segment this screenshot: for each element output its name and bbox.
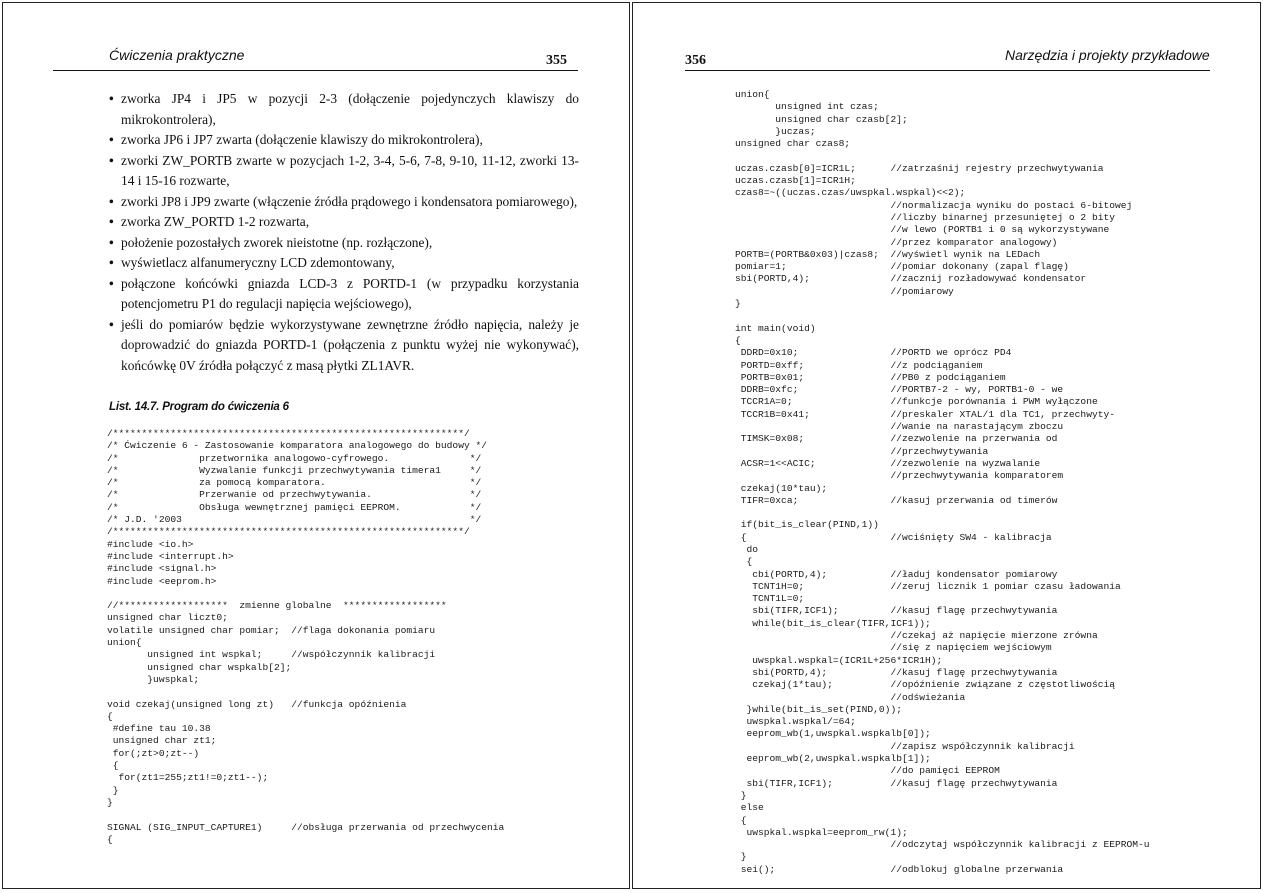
bullet-list [109,89,579,376]
right-page [632,2,1261,889]
code-listing-right: union{ unsigned int czas; unsigned char czasb[2]; }uczas; unsigned char czas8; uczas.czasb[0]=ICR1L; //zatrzaśnij rejestry przechwytywania uczas.czasb[1]=ICR1H; czas8=~((uczas.czas/uwspkal.wspkal)<<2); //normalizacja wyniku do postaci 6-bitowej //liczby binarnej przesuniętej o 2 bity //w lewo (PORTB1 i 0 są wykorzystywane //przez komparator analogowy) PORTB=(PORTB&0x03)|czas8; //wyświetl wynik na LEDach pomiar=1; //pomiar dokonany (zapal flagę) sbi(PORTD,4); //zacznij rozładowywać kondensator //pomiarowy } int main(void) { DDRD=0x10; //PORTD we oprócz PD4 PORTD=0xff; //z podciąganiem PORTB=0x01; //PB0 z podciąganiem DDRB=0xfc; //PORTB7-2 - wy, PORTB1-0 - we TCCR1A=0; //funkcje porównania i PWM wyłączone TCCR1B=0x41; //preskaler XTAL/1 dla TC1, przechwyty- //wanie na narastającym zboczu TIMSK=0x08; //zezwolenie na przerwania od //przechwytywania ACSR=1<<ACIC; //zezwolenie na wyzwalanie //przechwytywania komparatorem czekaj(10*tau); TIFR=0xca; //kasuj przerwania od timerów if(bit_is_clear(PIND,1)) { //wciśnięty SW4 - kalibracja do { cbi(PORTD,4); //ładuj kondensator pomiarowy TCNT1H=0; //zeruj licznik 1 pomiar czasu ładowania TCNT1L=0; sbi(TIFR,ICF1); //kasuj flagę przechwytywania while(bit_is_clear(TIFR,ICF1)); //czekaj aż napięcie mierzone zrówna //się z napięciem wejściowym uwspkal.wspkal=(ICR1L+256*ICR1H); sbi(PORTD,4); //kasuj flagę przechwytywania czekaj(1*tau); //opóźnienie związane z częstotliwością //odświeżania }while(bit_is_set(PIND,0)); uwspkal.wspkal/=64; eeprom_wb(1,uwspkal.wspkalb[0]); //zapisz współczynnik kalibracji eeprom_wb(2,uwspkal.wspkalb[1]); //do pamięci EEPROM sbi(TIFR,ICF1); //kasuj flagę przechwytywania } else { uwspkal.wspkal=eeprom_rw(1); //odczytaj współczynnik kalibracji z EEPROM-u } sei(); //odblokuj globalne przerwania [735,89,1150,875]
bullet-item: • zworki JP8 i JP9 zwarte (włączenie źródła prądowego i kondensatora pomiarowego), [109,193,578,209]
bullet-item: • wyświetlacz alfanumeryczny LCD zdemontowany, [109,255,395,270]
bullet-item: • zworki ZW_PORTB zwarte w pozycjach 1-2, 3-4, 5-6, 7-8, 9-10, 11-12, zworki 13-14 i 15-16 rozwarte, [109,152,579,188]
bullet-item: • zworka JP4 i JP5 w pozycji 2-3 (dołączenie pojedynczych klawiszy do mikrokontrolera), [109,91,579,127]
left-page [2,2,630,889]
bullet-item: • połączone końcówki gniazda LCD-3 z PORTD-1 (w przypadku korzystania potencjometru P1 do regulacji napięcia wejściowego), [109,275,579,311]
bullet-item: • zworka ZW_PORTD 1-2 rozwarta, [109,214,310,229]
code-listing-left: /*************************************************************/ /* Ćwiczenie 6 - Zastosowanie komparatora analogowego do budowy */ /* przetwornika analogowo-cyfrowego. */ /* Wyzwalanie funkcji przechwytywania timera1 */ /* za pomocą komparatora. */ /* Przerwanie od przechwytywania. */ /* Obsługa wewnętrznej pamięci EEPROM. */ /* J.D. '2003 */ /*************************************************************/ #include <io.h> #include <interrupt.h> #include <signal.h> #include <eeprom.h> //******************* zmienne globalne ****************** unsigned char liczt0; volatile unsigned char pomiar; //flaga dokonania pomiaru union{ unsigned int wspkal; //współczynnik kalibracji unsigned char wspkalb[2]; }uwspkal; void czekaj(unsigned long zt) //funkcja opóźnienia { #define tau 10.38 unsigned char zt1; for(;zt>0;zt--) { for(zt1=255;zt1!=0;zt1--); } } SIGNAL (SIG_INPUT_CAPTURE1) //obsługa przerwania od przechwycenia { [107,428,505,845]
left-running-title: Ćwiczenia praktyczne [109,47,245,63]
left-header-rule [53,70,578,71]
left-page-number: 355 [546,53,567,68]
bullet-item: • położenie pozostałych zworek nieistotne (np. rozłączone), [109,234,433,250]
right-page-number: 356 [685,53,706,68]
right-running-title: Narzędzia i projekty przykładowe [1005,47,1210,63]
right-header-rule [685,70,1210,71]
bullet-item: • zworka JP6 i JP7 zwarta (dołączenie klawiszy do mikrokontrolera), [109,132,483,147]
bullet-item: • jeśli do pomiarów będzie wykorzystywane zewnętrzne źródło napięcia, należy je doprowadzić do gniazda PORTD-1 (połączenia z punktu wyżej nie wykonywać), końcówkę 0V źródła połączyć z masą płytki ZL1AVR. [109,316,579,373]
listing-title: List. 14.7. Program do ćwiczenia 6 [109,401,289,413]
